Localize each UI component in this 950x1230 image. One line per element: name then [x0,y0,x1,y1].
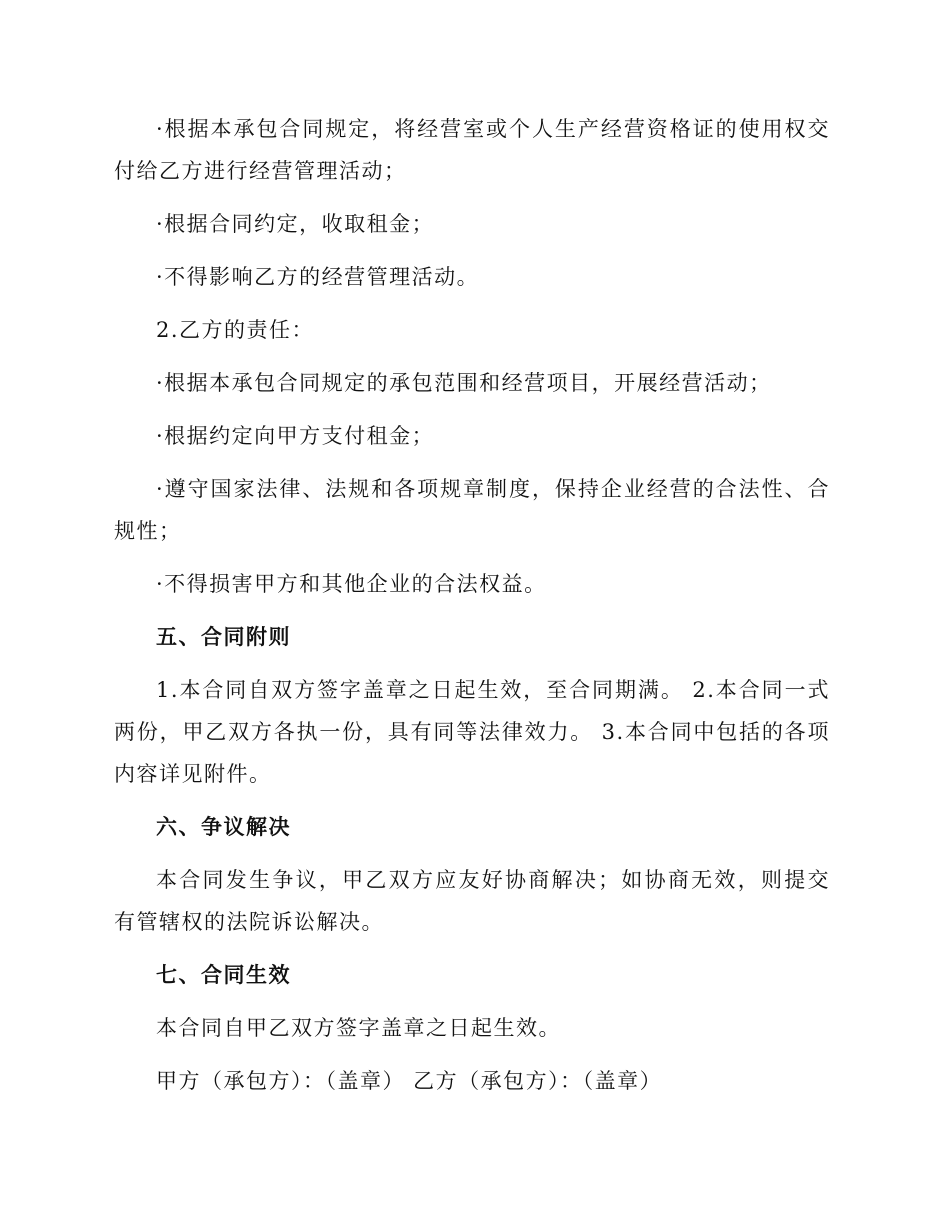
party-a-duty-3: ·不得影响乙方的经营管理活动。 [156,265,480,289]
party-b-duty-3: ·遵守国家法律、法规和各项规章制度，保持企业经营的合法性、合规性； [114,477,830,543]
contract-page [114,108,830,1102]
party-a-duty-2: ·根据合同约定，收取租金； [156,212,435,236]
section-5-text: 1.本合同自双方签字盖章之日起生效，至合同期满。 2.本合同一式两份，甲乙双方各执一份，具有同等法律效力。 3.本合同中包括的各项内容详见附件。 [114,678,830,786]
party-b-heading: 2.乙方的责任： [156,318,315,342]
signature-line: 甲方（承包方）：（盖章） 乙方（承包方）：（盖章） [156,1069,663,1093]
section-7-title: 七、合同生效 [156,962,291,987]
party-a-duty-1: ·根据本承包合同规定，将经营室或个人生产经营资格证的使用权交付给乙方进行经营管理活动； [114,117,830,183]
party-b-duty-4: ·不得损害甲方和其他企业的合法权益。 [156,572,547,596]
section-7-text: 本合同自甲乙双方签字盖章之日起生效。 [156,1016,561,1040]
party-b-duty-2: ·根据约定向甲方支付租金； [156,424,435,448]
section-5-title: 五、合同附则 [156,624,291,649]
party-b-duty-1: ·根据本承包合同规定的承包范围和经营项目，开展经营活动； [156,371,772,395]
section-6-title: 六、争议解决 [156,814,291,839]
section-6-text: 本合同发生争议，甲乙双方应友好协商解决；如协商无效，则提交有管辖权的法院诉讼解决。 [114,868,830,934]
